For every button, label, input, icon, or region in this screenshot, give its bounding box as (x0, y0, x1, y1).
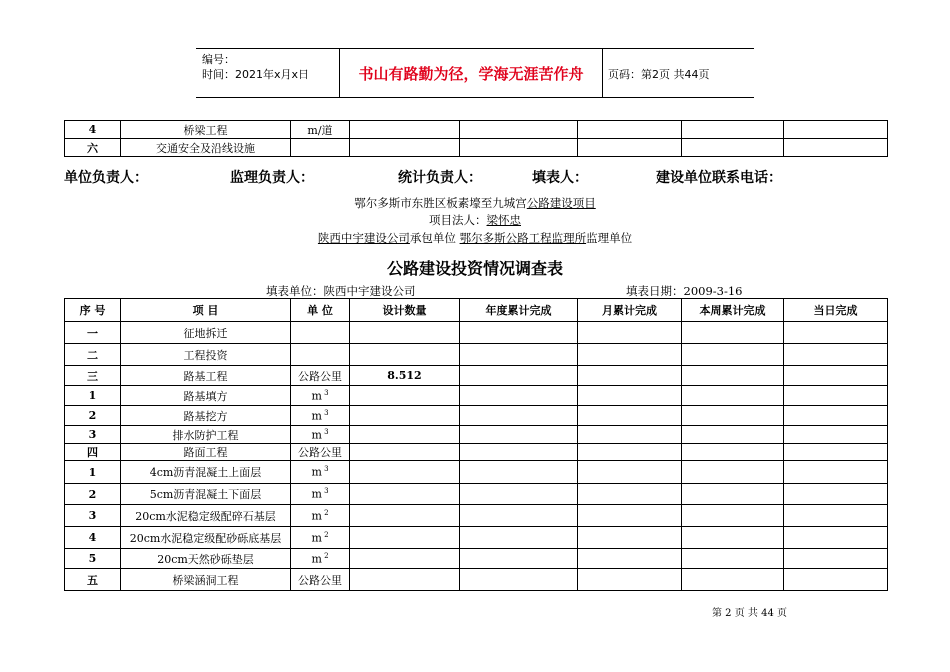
empty-cell (784, 461, 888, 484)
row-number: 三 (65, 366, 121, 386)
row-number: 二 (65, 344, 121, 366)
row-item: 4cm沥青混凝土上面层 (121, 461, 291, 484)
column-header: 本周累计完成 (682, 299, 784, 322)
empty-cell (460, 569, 578, 591)
unit-text: m (311, 428, 322, 442)
empty-cell (682, 139, 784, 157)
empty-cell (682, 121, 784, 139)
row-item: 排水防护工程 (121, 426, 291, 444)
column-header: 年度累计完成 (460, 299, 578, 322)
fill-date: 填表日期：2009-3-16 (626, 284, 743, 298)
unit-text: m (311, 552, 322, 566)
row-number: 1 (65, 461, 121, 484)
column-header: 当日完成 (784, 299, 888, 322)
empty-cell (460, 505, 578, 527)
empty-cell (578, 426, 682, 444)
row-design-quantity (350, 426, 460, 444)
row-number: 2 (65, 484, 121, 505)
row-number: 5 (65, 549, 121, 569)
supervisor-head-label: 监理负责人： (230, 170, 314, 186)
empty-cell (460, 121, 578, 139)
row-item: 20cm水泥稳定级配砂砾底基层 (121, 527, 291, 549)
empty-cell (578, 139, 682, 157)
row-item: 路面工程 (121, 444, 291, 461)
empty-cell (784, 484, 888, 505)
empty-cell (784, 505, 888, 527)
row-design-quantity (350, 461, 460, 484)
row-number: 2 (65, 406, 121, 426)
row-item: 20cm天然砂砾垫层 (121, 549, 291, 569)
empty-cell (460, 406, 578, 426)
empty-cell (350, 121, 460, 139)
unit-text: 公路公里 (298, 573, 342, 587)
empty-cell (460, 366, 578, 386)
empty-cell (682, 484, 784, 505)
unit-exponent: 2 (321, 551, 329, 560)
unit-exponent: 3 (321, 408, 329, 417)
page-label: 页码：第2页 共44页 (608, 68, 710, 81)
time-label: 时间：2021年x月x日 (202, 68, 310, 81)
project-units: 陕西中宇建设公司承包单位 鄂尔多斯公路工程监理所监理单位 (317, 231, 633, 245)
column-header: 设计数量 (350, 299, 460, 322)
table-row (65, 139, 888, 157)
empty-cell (682, 569, 784, 591)
empty-cell (578, 386, 682, 406)
empty-cell (784, 549, 888, 569)
row-design-quantity (350, 406, 460, 426)
empty-cell (784, 444, 888, 461)
row-unit (291, 505, 350, 527)
row-item: 工程投资 (121, 344, 291, 366)
table-row (65, 366, 888, 386)
unit-text: m (311, 487, 322, 501)
unit-exponent: 3 (321, 388, 329, 397)
empty-cell (682, 461, 784, 484)
empty-cell (578, 366, 682, 386)
row-number: 六 (65, 139, 121, 157)
unit-exponent: 2 (321, 508, 329, 517)
empty-cell (682, 322, 784, 344)
empty-cell (784, 406, 888, 426)
row-item: 路基填方 (121, 386, 291, 406)
row-item: 交通安全及沿线设施 (121, 139, 291, 157)
fill-unit: 填表单位：陕西中宇建设公司 (266, 284, 416, 298)
page-header (196, 48, 754, 98)
row-unit (291, 484, 350, 505)
table-row (65, 344, 888, 366)
row-unit: m/道 (291, 121, 350, 139)
row-number: 3 (65, 505, 121, 527)
column-header: 单 位 (291, 299, 350, 322)
empty-cell (578, 549, 682, 569)
row-number: 四 (65, 444, 121, 461)
row-design-quantity (350, 505, 460, 527)
table-row (65, 527, 888, 549)
row-unit (291, 426, 350, 444)
row-design-quantity (350, 484, 460, 505)
row-item: 征地拆迁 (121, 322, 291, 344)
empty-cell (784, 121, 888, 139)
row-number: 一 (65, 322, 121, 344)
unit-head-label: 单位负责人： (64, 170, 148, 186)
empty-cell (784, 386, 888, 406)
empty-cell (682, 426, 784, 444)
empty-cell (784, 366, 888, 386)
unit-text: 公路公里 (298, 446, 342, 459)
unit-exponent: 3 (321, 487, 329, 496)
row-unit (291, 569, 350, 591)
phone-label: 建设单位联系电话： (656, 170, 782, 186)
empty-cell (460, 344, 578, 366)
unit-exponent: 2 (321, 530, 329, 539)
row-item: 路基挖方 (121, 406, 291, 426)
row-unit (291, 549, 350, 569)
row-design-quantity (350, 344, 460, 366)
header-left (202, 52, 309, 82)
project-name: 鄂尔多斯市东胜区板素壕至九城宫公路建设项目 (354, 196, 596, 210)
page-footer: 第 2 页 共 44 页 (712, 608, 787, 619)
empty-cell (682, 549, 784, 569)
row-number: 五 (65, 569, 121, 591)
unit-exponent: 3 (321, 427, 329, 436)
empty-cell (578, 569, 682, 591)
empty-cell (682, 505, 784, 527)
row-item: 路基工程 (121, 366, 291, 386)
empty-cell (784, 322, 888, 344)
row-unit (291, 322, 350, 344)
table-row (65, 484, 888, 505)
unit-text: m (311, 509, 322, 523)
row-item: 5cm沥青混凝土下面层 (121, 484, 291, 505)
table-row (65, 426, 888, 444)
empty-cell (578, 527, 682, 549)
table-row (65, 406, 888, 426)
filler-label: 填表人： (532, 170, 588, 186)
table-row (65, 461, 888, 484)
empty-cell (460, 322, 578, 344)
row-unit (291, 444, 350, 461)
empty-cell (682, 406, 784, 426)
table-row (65, 444, 888, 461)
empty-cell (460, 386, 578, 406)
row-unit (291, 461, 350, 484)
empty-cell (682, 344, 784, 366)
empty-cell (784, 426, 888, 444)
row-number: 1 (65, 386, 121, 406)
stats-head-label: 统计负责人： (398, 170, 482, 186)
page-title: 公路建设投资情况调查表 (386, 259, 563, 278)
row-unit (291, 406, 350, 426)
empty-cell (460, 426, 578, 444)
unit-exponent: 3 (321, 465, 329, 474)
empty-cell (578, 406, 682, 426)
row-item: 桥梁涵洞工程 (121, 569, 291, 591)
row-design-quantity: 8.512 (350, 366, 460, 386)
column-header: 月累计完成 (578, 299, 682, 322)
row-number: 4 (65, 121, 121, 139)
table-row (65, 386, 888, 406)
row-number: 3 (65, 426, 121, 444)
motto: 书山有路勤为径，学海无涯苦作舟 (339, 49, 603, 97)
row-number: 4 (65, 527, 121, 549)
row-unit (291, 527, 350, 549)
table-header-row (65, 299, 888, 322)
row-design-quantity (350, 444, 460, 461)
empty-cell (578, 505, 682, 527)
empty-cell (784, 569, 888, 591)
unit-text: m (311, 389, 322, 403)
unit-text: 公路公里 (298, 369, 342, 383)
top-table (64, 120, 888, 157)
project-legal: 项目法人：梁怀忠 (429, 213, 521, 227)
empty-cell (682, 386, 784, 406)
empty-cell (578, 444, 682, 461)
empty-cell (460, 461, 578, 484)
column-header: 序 号 (65, 299, 121, 322)
row-design-quantity (350, 527, 460, 549)
empty-cell (460, 484, 578, 505)
empty-cell (350, 139, 460, 157)
empty-cell (578, 121, 682, 139)
empty-cell (784, 527, 888, 549)
row-unit (291, 386, 350, 406)
table-row (65, 569, 888, 591)
number-label: 编号： (202, 53, 235, 66)
table-row (65, 322, 888, 344)
empty-cell (578, 484, 682, 505)
empty-cell (460, 549, 578, 569)
unit-text: m (311, 531, 322, 545)
row-design-quantity (350, 322, 460, 344)
row-item: 20cm水泥稳定级配碎石基层 (121, 505, 291, 527)
row-unit (291, 139, 350, 157)
row-item: 桥梁工程 (121, 121, 291, 139)
empty-cell (578, 322, 682, 344)
unit-text: m (311, 409, 322, 423)
row-design-quantity (350, 386, 460, 406)
empty-cell (578, 344, 682, 366)
row-design-quantity (350, 549, 460, 569)
row-unit (291, 366, 350, 386)
table-row (65, 505, 888, 527)
empty-cell (784, 139, 888, 157)
empty-cell (460, 139, 578, 157)
table-row (65, 121, 888, 139)
empty-cell (460, 527, 578, 549)
investment-table (64, 298, 888, 591)
empty-cell (682, 444, 784, 461)
row-unit (291, 344, 350, 366)
empty-cell (682, 527, 784, 549)
empty-cell (784, 344, 888, 366)
row-design-quantity (350, 569, 460, 591)
empty-cell (460, 444, 578, 461)
unit-text: m (311, 465, 322, 479)
table-row (65, 549, 888, 569)
column-header: 项 目 (121, 299, 291, 322)
empty-cell (682, 366, 784, 386)
empty-cell (578, 461, 682, 484)
